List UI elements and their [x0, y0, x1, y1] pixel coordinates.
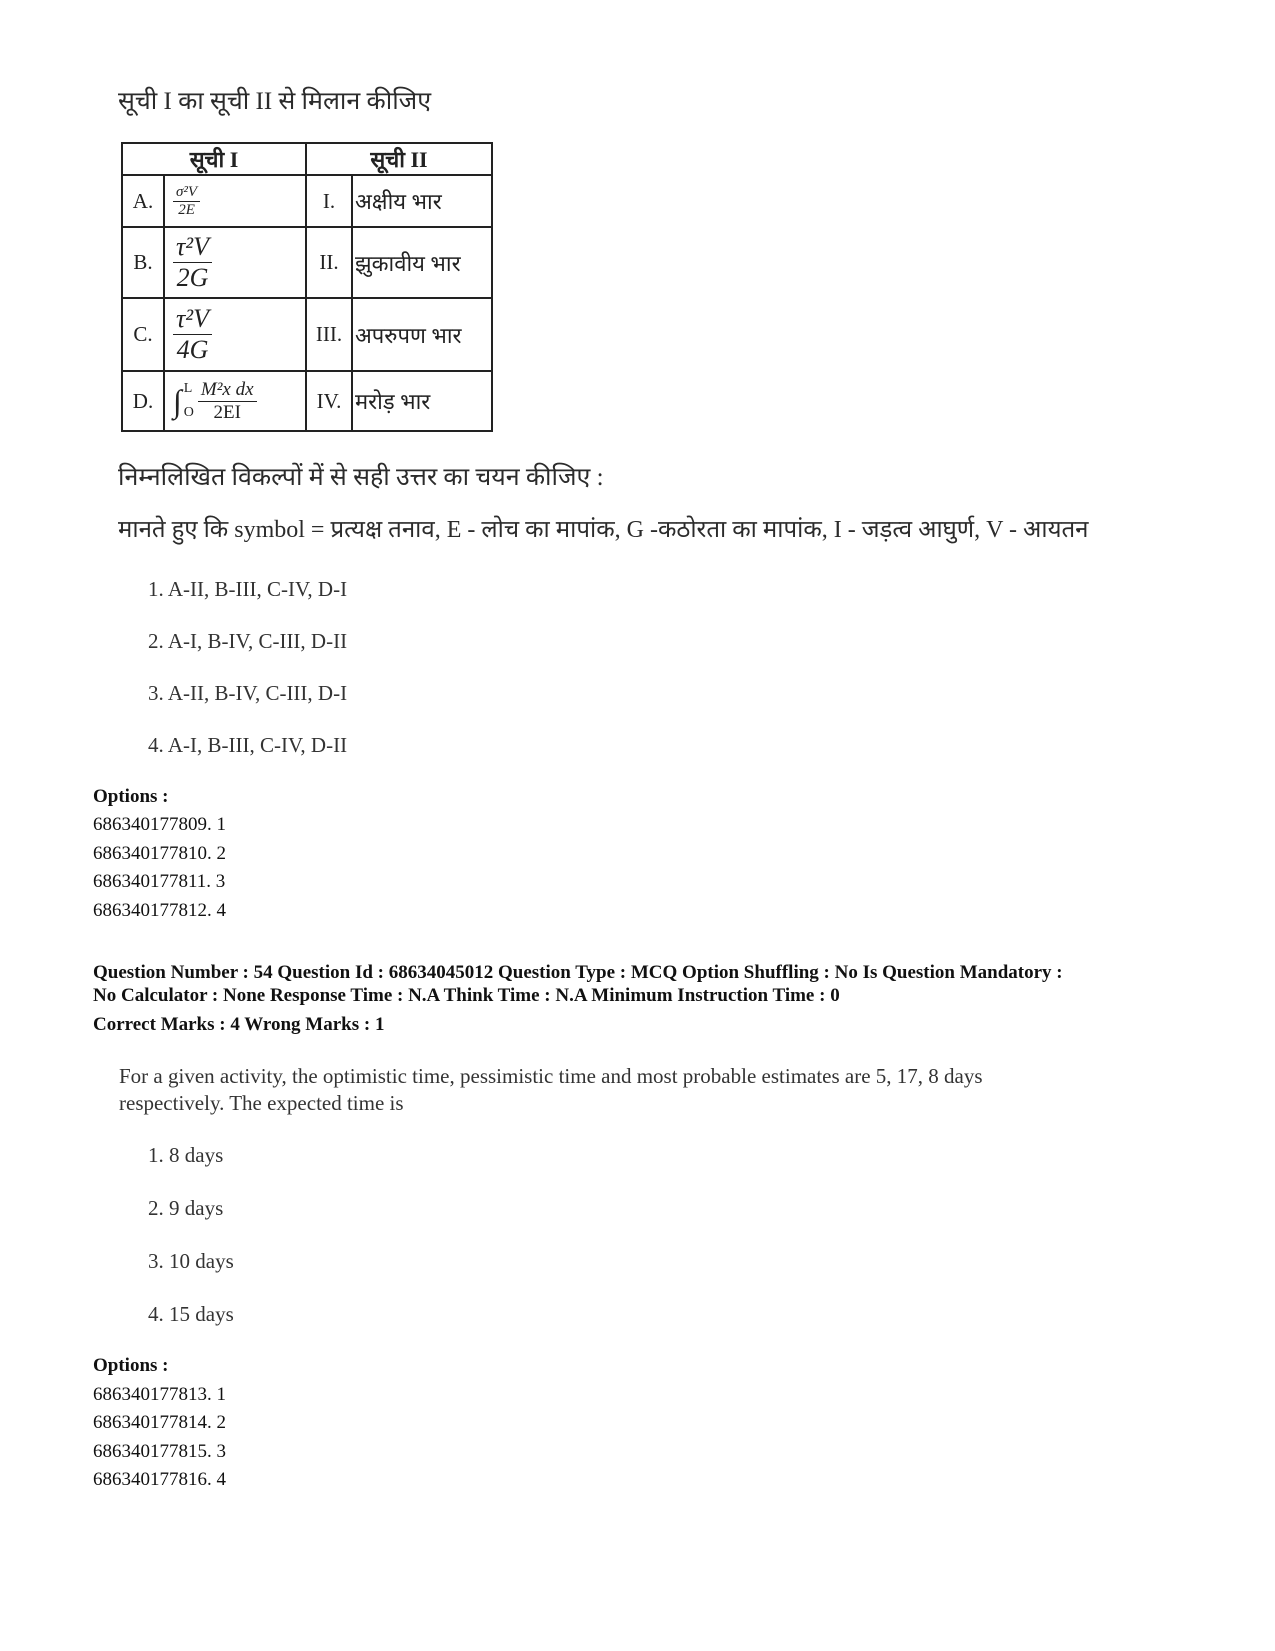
q54-choice-4: 4. 15 days — [148, 1302, 234, 1326]
table-row — [122, 175, 492, 227]
integral-icon: ∫ — [173, 382, 182, 419]
q53-choice-3: 3. A-II, B-IV, C-III, D-I — [148, 681, 348, 705]
row-description: मरोड़ भार — [352, 371, 492, 431]
match-table — [121, 142, 493, 432]
q53-option-1: 686340177809. 1 — [93, 814, 226, 835]
q54-question-line-1: For a given activity, the optimistic time, pessimistic time and most probable estimates are 5, 17, 8 days — [119, 1064, 983, 1088]
row-roman: II. — [306, 227, 352, 298]
q53-choice-4: 4. A-I, B-III, C-IV, D-II — [148, 733, 348, 757]
q54-option-1: 686340177813. 1 — [93, 1384, 226, 1405]
q53-assumption: मानते हुए कि symbol = प्रत्यक्ष तनाव, E - लोच का मापांक, G -कठोरता का मापांक, I - जड़त्व आघुर्ण, V - आयतन — [118, 517, 1089, 543]
q54-option-2: 686340177814. 2 — [93, 1412, 226, 1433]
q53-options-label: Options : — [93, 786, 169, 807]
q54-choice-3: 3. 10 days — [148, 1249, 234, 1273]
row-letter: B. — [122, 227, 164, 298]
formula-a: $\frac{\text{σ²V}}{2E}$ — [164, 175, 306, 227]
row-description: झुकावीय भार — [352, 227, 492, 298]
q54-choice-1: 1. 8 days — [148, 1143, 224, 1167]
row-roman: IV. — [306, 371, 352, 431]
q54-meta-line-2: No Calculator : None Response Time : N.A Think Time : N.A Minimum Instruction Time : 0 — [93, 985, 840, 1006]
formula-d: ∫ L O $\frac{\text{M²x dx}}{2EI}$ — [164, 371, 306, 431]
q54-option-4: 686340177816. 4 — [93, 1469, 226, 1490]
list-2-header: सूची II — [306, 143, 492, 175]
q53-select-prompt: निम्नलिखित विकल्पों में से सही उत्तर का चयन कीजिए : — [118, 464, 604, 491]
q54-marks: Correct Marks : 4 Wrong Marks : 1 — [93, 1014, 385, 1035]
row-roman: III. — [306, 298, 352, 371]
table-row — [122, 227, 492, 298]
match-table-header — [122, 143, 492, 175]
row-letter: C. — [122, 298, 164, 371]
table-row — [122, 371, 492, 431]
row-letter: A. — [122, 175, 164, 227]
row-letter: D. — [122, 371, 164, 431]
q54-choice-2: 2. 9 days — [148, 1196, 224, 1220]
list-1-header: सूची I — [122, 143, 306, 175]
formula-c: $\frac{\text{τ²V}}{4G}$ — [164, 298, 306, 371]
q53-choice-2: 2. A-I, B-IV, C-III, D-II — [148, 629, 348, 653]
q54-options-label: Options : — [93, 1355, 169, 1376]
q54-question-line-2: respectively. The expected time is — [119, 1091, 404, 1115]
q53-option-2: 686340177810. 2 — [93, 843, 226, 864]
q53-choice-1: 1. A-II, B-III, C-IV, D-I — [148, 577, 348, 601]
q54-meta-line-1: Question Number : 54 Question Id : 68634045012 Question Type : MCQ Option Shuffling : No Is Question Mandatory : — [93, 962, 1063, 983]
q53-option-4: 686340177812. 4 — [93, 900, 226, 921]
row-description: अक्षीय भार — [352, 175, 492, 227]
formula-b: $\frac{\text{τ²V}}{2G}$ — [164, 227, 306, 298]
row-description: अपरुपण भार — [352, 298, 492, 371]
q53-intro: सूची I का सूची II से मिलान कीजिए — [118, 88, 432, 115]
row-roman: I. — [306, 175, 352, 227]
q53-option-3: 686340177811. 3 — [93, 871, 226, 892]
table-row — [122, 298, 492, 371]
q54-option-3: 686340177815. 3 — [93, 1441, 226, 1462]
